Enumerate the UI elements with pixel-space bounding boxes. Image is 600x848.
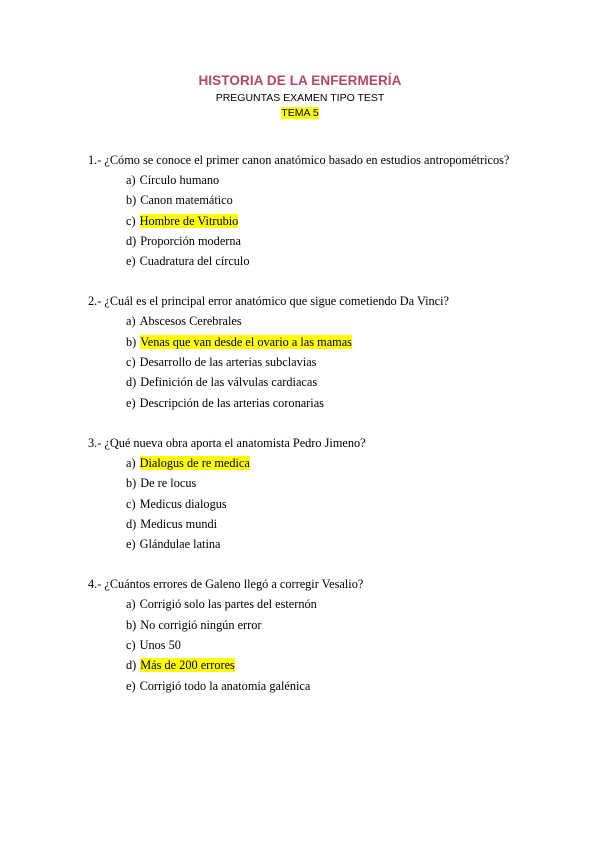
question-2 bbox=[88, 291, 518, 412]
option-letter: d) bbox=[126, 233, 137, 248]
option-text: Definición de las válvulas cardiacas bbox=[140, 375, 318, 390]
answer-option bbox=[126, 352, 518, 372]
option-letter: c) bbox=[126, 638, 136, 653]
question-text: 1.- ¿Cómo se conoce el primer canon anatómico basado en estudios antropométricos? bbox=[88, 153, 510, 167]
question-text: 3.- ¿Qué nueva obra aporta el anatomista Pedro Jimeno? bbox=[88, 435, 366, 450]
answer-option-correct bbox=[126, 453, 518, 473]
option-text: Medicus dialogus bbox=[139, 496, 227, 511]
option-text: Abscesos Cerebrales bbox=[139, 314, 242, 329]
option-letter: d) bbox=[126, 375, 137, 390]
answer-option bbox=[126, 534, 518, 554]
option-letter: e) bbox=[126, 678, 136, 693]
option-letter: e) bbox=[126, 254, 136, 269]
option-letter: e) bbox=[126, 395, 136, 410]
option-text: Unos 50 bbox=[139, 638, 181, 653]
answer-option bbox=[126, 594, 518, 614]
option-text-highlighted: Dialogus de re medica bbox=[139, 455, 250, 470]
option-text: Corrigió solo las partes del esternón bbox=[139, 597, 317, 612]
option-text: Descripción de las arterias coronarias bbox=[139, 395, 324, 410]
option-letter: c) bbox=[126, 496, 136, 511]
option-letter: a) bbox=[126, 455, 136, 470]
option-text: Cuadratura del círculo bbox=[139, 254, 250, 269]
answer-option bbox=[126, 311, 518, 331]
option-letter: a) bbox=[126, 173, 136, 187]
answer-option bbox=[126, 615, 518, 635]
option-letter: c) bbox=[126, 355, 136, 370]
answer-option bbox=[126, 514, 518, 534]
question-4 bbox=[88, 574, 518, 695]
option-letter: b) bbox=[126, 476, 137, 491]
answer-option bbox=[126, 190, 518, 210]
option-text-highlighted: Venas que van desde el ovario a las mamas bbox=[140, 334, 352, 349]
option-text: Canon matemático bbox=[140, 193, 233, 208]
option-letter: d) bbox=[126, 658, 137, 673]
option-text: Proporción moderna bbox=[140, 233, 241, 248]
option-text: Glándulae latina bbox=[139, 537, 221, 552]
answer-option bbox=[126, 473, 518, 493]
answer-option bbox=[126, 393, 518, 413]
topic-label-text: TEMA 5 bbox=[281, 107, 319, 119]
question-list bbox=[88, 150, 518, 716]
answer-option bbox=[126, 231, 518, 251]
answer-option bbox=[126, 676, 518, 696]
answer-option bbox=[126, 372, 518, 392]
document-title: HISTORIA DE LA ENFERMERÍA bbox=[198, 73, 402, 88]
answer-option bbox=[126, 635, 518, 655]
option-text: De re locus bbox=[140, 476, 197, 491]
option-text: Corrigió todo la anatomía galénica bbox=[139, 678, 311, 693]
answer-option-correct bbox=[126, 332, 518, 352]
option-text: Círculo humano bbox=[139, 173, 220, 187]
option-letter: a) bbox=[126, 597, 136, 612]
question-3 bbox=[88, 433, 518, 554]
document-header bbox=[0, 72, 600, 120]
option-text-highlighted: Hombre de Vitrubio bbox=[139, 213, 239, 228]
option-letter: b) bbox=[126, 193, 137, 208]
answer-option bbox=[126, 170, 518, 190]
option-letter: e) bbox=[126, 537, 136, 552]
option-letter: c) bbox=[126, 213, 136, 228]
option-text: No corrigió ningún error bbox=[140, 617, 262, 632]
option-letter: b) bbox=[126, 617, 137, 632]
option-letter: b) bbox=[126, 334, 137, 349]
document-subtitle: PREGUNTAS EXAMEN TIPO TEST bbox=[215, 92, 385, 104]
option-letter: a) bbox=[126, 314, 136, 329]
option-text: Desarrollo de las arterias subclavias bbox=[139, 355, 317, 370]
answer-option-correct bbox=[126, 655, 518, 675]
option-text-highlighted: Más de 200 errores bbox=[140, 658, 235, 673]
answer-option-correct bbox=[126, 211, 518, 231]
question-text: 2.- ¿Cuál es el principal error anatómico que sigue cometiendo Da Vinci? bbox=[88, 294, 449, 309]
question-1 bbox=[88, 150, 518, 271]
answer-option bbox=[126, 251, 518, 271]
option-letter: d) bbox=[126, 516, 137, 531]
option-text: Medicus mundi bbox=[140, 516, 218, 531]
question-text: 4.- ¿Cuántos errores de Galeno llegó a corregir Vesalio? bbox=[88, 577, 364, 592]
answer-option bbox=[126, 494, 518, 514]
topic-label bbox=[0, 106, 600, 120]
